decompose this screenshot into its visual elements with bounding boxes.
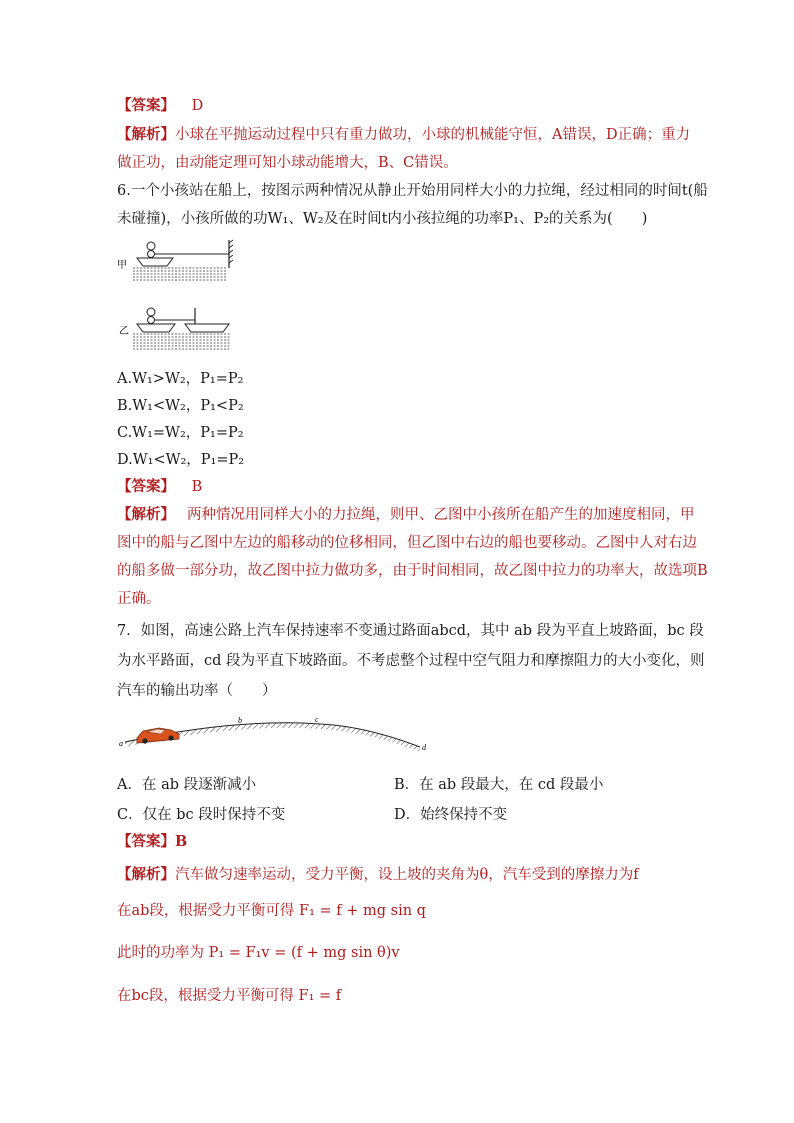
q7-road-figure (115, 714, 435, 760)
q6-option-b: B.W₁<W₂，P₁<P₂ (117, 398, 244, 414)
q7-option-a: A．在 ab 段逐渐减小 (117, 777, 257, 793)
q6-analysis-line-2: 图中的船与乙图中左边的船移动的位移相同，但乙图中右边的船也要移动。乙图中人对右边 (117, 535, 697, 551)
q7-analysis-line-3: 此时的功率为 P₁ = F₁v = (f + mg sin θ)v (117, 945, 400, 961)
analysis-tag: 【解析】 (117, 126, 175, 143)
analysis-tag: 【解析】 (117, 866, 175, 883)
q6-option-d: D.W₁<W₂，P₁=P₂ (117, 452, 245, 468)
q7-option-b: B．在 ab 段最大，在 cd 段最小 (394, 777, 604, 793)
q7-answer-line (117, 832, 187, 852)
answer-value: B (175, 833, 188, 850)
q7-option-c: C．仅在 bc 段时保持不变 (117, 807, 286, 823)
analysis-text: 两种情况用同样大小的力拉绳，则甲、乙图中小孩所在船产生的加速度相同，甲 (187, 507, 695, 523)
point-label-a: a (119, 739, 123, 748)
q7-stem-line-2: 为水平路面，cd 段为平直下坡路面。不考虑整个过程中空气阻力和摩擦阻力的大小变化，则 (117, 653, 705, 669)
boat-left (137, 324, 175, 332)
answer-value: D (191, 98, 204, 114)
q6-analysis-line-1 (117, 505, 695, 525)
water-bottom (133, 334, 231, 349)
q5-analysis-line-1 (117, 125, 690, 145)
answer-tag: 【答案】 (117, 833, 175, 850)
child-body (148, 317, 155, 324)
q6-option-c: C.W₁=W₂，P₁=P₂ (117, 425, 244, 441)
q7-analysis-line-2: 在ab段，根据受力平衡可得 F₁ = f + mg sin q (117, 903, 426, 919)
boat-right (185, 324, 229, 332)
answer-tag: 【答案】 (117, 97, 175, 114)
child-head (147, 308, 155, 316)
answer-tag: 【答案】 (117, 478, 175, 495)
q7-stem-line-3: 汽车的输出功率（ ） (117, 683, 277, 699)
analysis-tag: 【解析】 (117, 506, 175, 523)
analysis-text: 小球在平抛运动过程中只有重力做功，小球的机械能守恒，A错误，D正确；重力 (175, 127, 691, 143)
q6-analysis-line-4: 正确。 (117, 591, 161, 607)
q6-stem-line-1: 6.一个小孩站在船上，按图示两种情况从静止开始用同样大小的力拉绳，经过相同的时间t(船 (117, 183, 708, 199)
point-label-c: c (315, 715, 319, 724)
q7-option-d: D．始终保持不变 (394, 807, 508, 823)
analysis-text: 汽车做匀速率运动，受力平衡，设上坡的夹角为θ，汽车受到的摩擦力为f (175, 867, 639, 883)
wall-hatch (229, 240, 233, 263)
car-icon (137, 728, 179, 744)
q6-boat-figure (115, 234, 245, 359)
q5-analysis-line-2: 做正功，由动能定理可知小球动能增大，B、C错误。 (117, 155, 458, 171)
q7-stem-line-1: 7．如图，高速公路上汽车保持速率不变通过路面abcd，其中 ab 段为平直上坡路面，bc 段 (117, 623, 704, 639)
point-label-b: b (238, 716, 242, 725)
child-head (147, 242, 155, 250)
water-top (133, 268, 227, 280)
q6-answer-line (117, 477, 202, 497)
q6-option-a: A.W₁>W₂，P₁=P₂ (117, 371, 244, 387)
answer-value: B (191, 479, 203, 495)
q7-analysis-line-4: 在bc段，根据受力平衡可得 F₁ = f (117, 988, 342, 1004)
boat (137, 258, 173, 266)
q6-stem-line-2: 未碰撞)，小孩所做的功W₁、W₂及在时间t内小孩拉绳的功率P₁、P₂的关系为( ) (117, 211, 648, 227)
figure-label-bottom: 乙 (119, 326, 129, 337)
q7-analysis-line-1 (117, 865, 639, 885)
q5-answer-line (117, 96, 203, 116)
point-label-d: d (422, 743, 426, 752)
figure-label-top: 甲 (117, 260, 127, 271)
q6-analysis-line-3: 的船多做一部分功，故乙图中拉力做功多，由于时间相同，故乙图中拉力的功率大，故选项B (117, 563, 708, 579)
child-body (148, 251, 155, 258)
